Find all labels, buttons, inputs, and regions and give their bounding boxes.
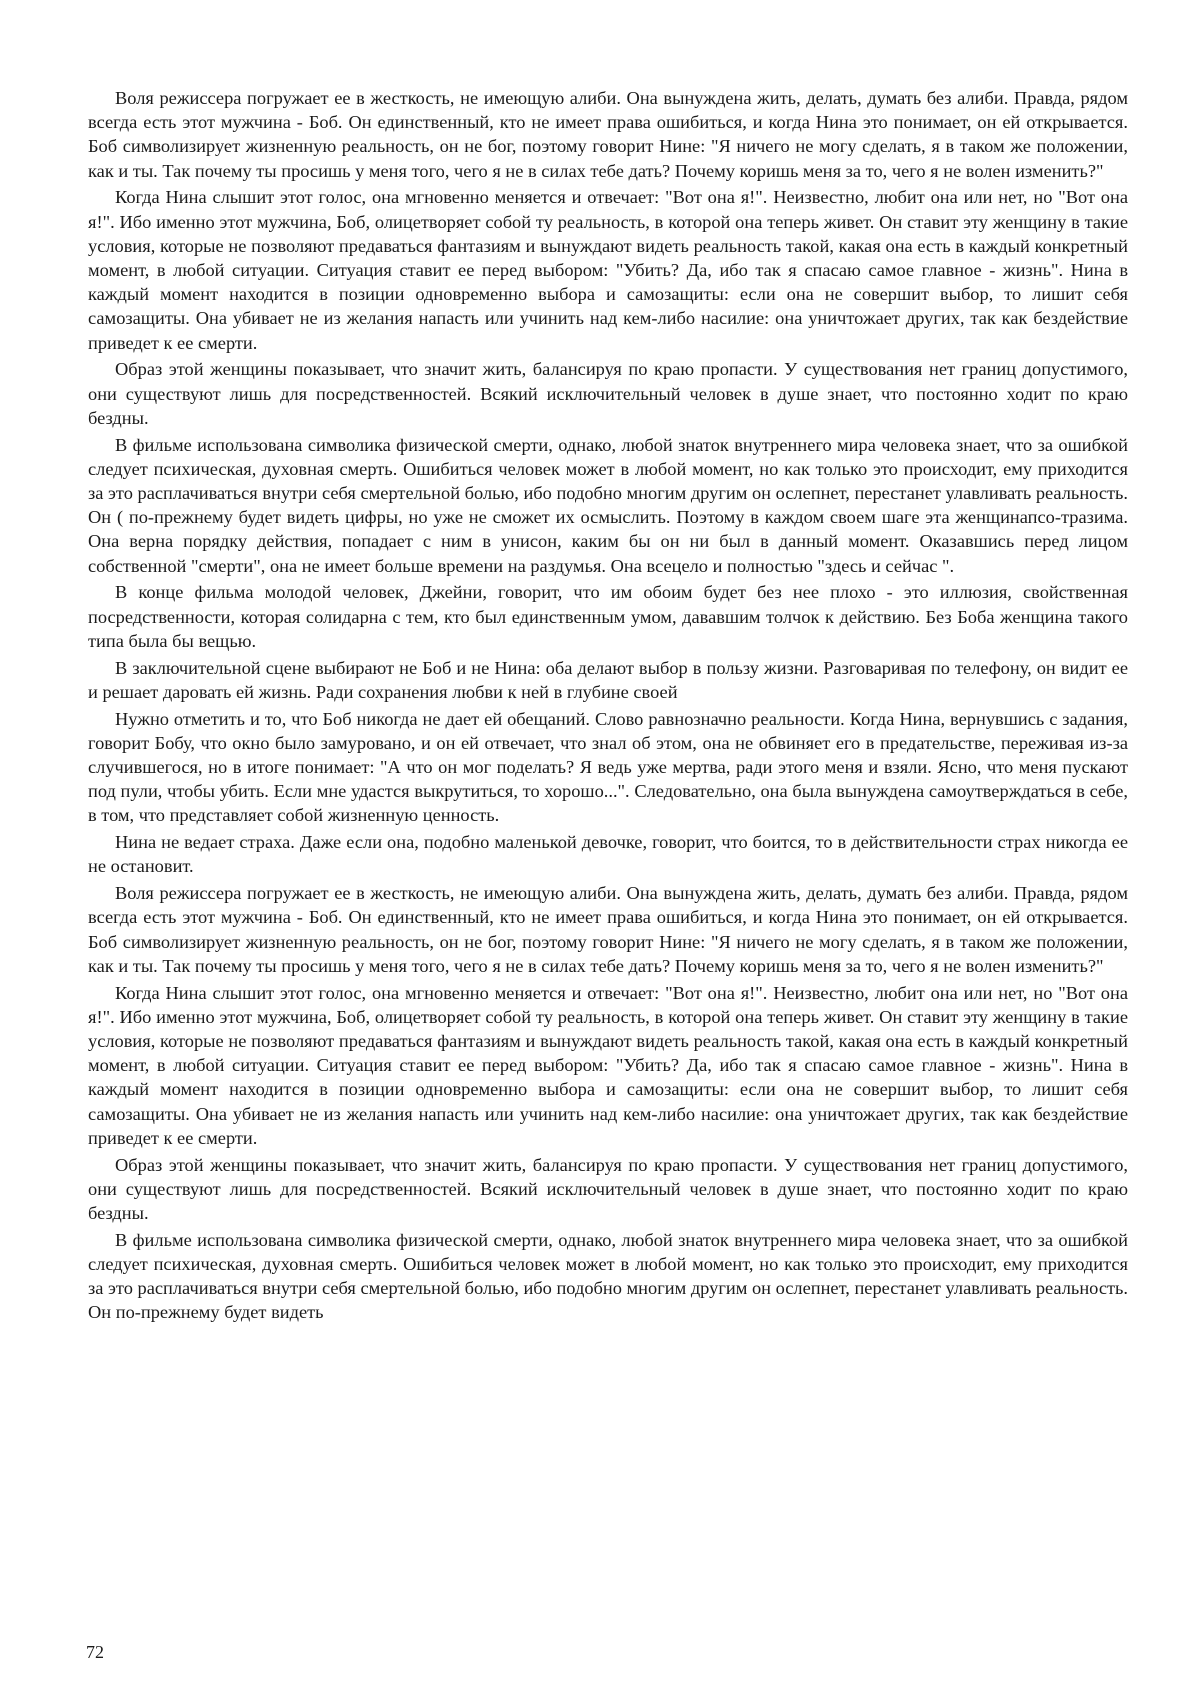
page-number: 72	[86, 1642, 104, 1662]
paragraph: Нина не ведает страха. Даже если она, подобно маленькой девочке, говорит, что боится, то в действительности страх никогда ее не остановит.	[88, 832, 1128, 877]
paragraph: Воля режиссера погружает ее в жесткость, не имеющую алиби. Она вынуждена жить, делать, думать без алиби. Правда, рядом всегда есть этот мужчина - Боб. Он единственный, кто не имеет права ошибиться, и когда Нина это понимает, он ей открывается. Боб символизирует жизненную реальность, он не бог, поэтому говорит Нине: "Я ничего не могу сделать, я в таком же положении, как и ты. Так почему ты просишь у меня того, чего я не в силах тебе дать? Почему коришь меня за то, чего я не волен изменить?"	[88, 883, 1128, 976]
paragraph: Образ этой женщины показывает, что значит жить, балансируя по краю пропасти. У существования нет границ допустимого, они существуют лишь для посредственностей. Всякий исключительный человек в душе знает, что постоянно ходит по краю бездны.	[88, 359, 1128, 428]
paragraph: В фильме использована символика физической смерти, однако, любой знаток внутреннего мира человека знает, что за ошибкой следует психическая, духовная смерть. Ошибиться человек может в любой момент, но как только это происходит, ему приходится за это расплачиваться внутри себя смертельной болью, ибо подобно многим другим он ослепнет, перестанет улавливать реальность. Он по-прежнему будет видеть	[88, 1229, 1128, 1323]
paragraph: Воля режиссера погружает ее в жесткость, не имеющую алиби. Она вынуждена жить, делать, думать без алиби. Правда, рядом всегда есть этот мужчина - Боб. Он единственный, кто не имеет права ошибиться, и когда Нина это понимает, он ей открывается. Боб символизирует жизненную реальность, он не бог, поэтому говорит Нине: "Я ничего не могу сделать, я в таком же положении, как и ты. Так почему ты просишь у меня того, чего я не в силах тебе дать? Почему коришь меня за то, чего я не волен изменить?"	[88, 88, 1128, 181]
body-text	[88, 86, 1128, 1327]
paragraph: В фильме использована символика физической смерти, однако, любой знаток внутреннего мира человека знает, что за ошибкой следует психическая, духовная смерть. Ошибиться человек может в любой момент, но как только это происходит, ему приходится за это расплачиваться внутри себя смертельной болью, ибо подобно многим другим он ослепнет, перестанет улавливать реальность. Он ( по-прежнему будет видеть цифры, но уже не сможет их осмыслить. Поэтому в каждом своем шаге эта женщинапсо-тразима. Она верна порядку действия, попадает с ним в унисон, каким бы он ни был в данный момент. Оказавшись перед лицом собственной "смерти", она не имеет больше времени на раздумья. Она всецело и полностью "здесь и сейчас ".	[88, 434, 1128, 576]
paragraph: В конце фильма молодой человек, Джейни, говорит, что им обоим будет без нее плохо - это иллюзия, свойственная посредственности, которая солидарна с тем, кто был единственным умом, дававшим толчок к действию. Без Боба женщина такого типа была бы вещью.	[88, 582, 1128, 651]
paragraph: В заключительной сцене выбирают не Боб и не Нина: оба делают выбор в пользу жизни. Разговаривая по телефону, он видит ее и решает даровать ей жизнь. Ради сохранения любви к ней в глубине своей	[88, 657, 1128, 702]
paragraph: Когда Нина слышит этот голос, она мгновенно меняется и отвечает: "Вот она я!". Неизвестно, любит она или нет, но "Вот она я!". Ибо именно этот мужчина, Боб, олицетворяет собой ту реальность, в которой она теперь живет. Он ставит эту женщину в такие условия, которые не позволяют предаваться фантазиям и вынуждают видеть реальность такой, какая она есть в каждый конкретный момент, в любой ситуации. Ситуация ставит ее перед выбором: "Убить? Да, ибо так я спасаю самое главное - жизнь". Нина в каждый момент находится в позиции одновременно выбора и самозащиты: если она не совершит выбор, то лишит себя самозащиты. Она убивает не из желания напасть или учинить над кем-либо насилие: она уничтожает других, так как бездействие приведет к ее смерти.	[88, 187, 1128, 353]
paragraph: Когда Нина слышит этот голос, она мгновенно меняется и отвечает: "Вот она я!". Неизвестно, любит она или нет, но "Вот она я!". Ибо именно этот мужчина, Боб, олицетворяет собой ту реальность, в которой она теперь живет. Он ставит эту женщину в такие условия, которые не позволяют предаваться фантазиям и вынуждают видеть реальность такой, какая она есть в каждый конкретный момент, в любой ситуации. Ситуация ставит ее перед выбором: "Убить? Да, ибо так я спасаю самое главное - жизнь". Нина в каждый момент находится в позиции одновременно выбора и самозащиты: если она не совершит выбор, то лишит себя самозащиты. Она убивает не из желания напасть или учинить над кем-либо насилие: она уничтожает других, так как бездействие приведет к ее смерти.	[88, 982, 1128, 1148]
paragraph: Образ этой женщины показывает, что значит жить, балансируя по краю пропасти. У существования нет границ допустимого, они существуют лишь для посредственностей. Всякий исключительный человек в душе знает, что постоянно ходит по краю бездны.	[88, 1154, 1128, 1224]
paragraph: Нужно отметить и то, что Боб никогда не дает ей обещаний. Слово равнозначно реальности. Когда Нина, вернувшись с задания, говорит Бобу, что окно было замуровано, и он ей отвечает, что знал об этом, она не обвиняет его в предательстве, переживая из-за случившегося, но в итоге понимает: "А что он мог поделать? Я ведь уже мертва, ради этого меня и взяли. Ясно, что меня пускают под пули, чтобы убить. Если мне удастся выкрутиться, то хорошо...". Следовательно, она была вынуждена самоутверждаться в себе, в том, что представляет собой жизненную ценность.	[88, 708, 1128, 826]
